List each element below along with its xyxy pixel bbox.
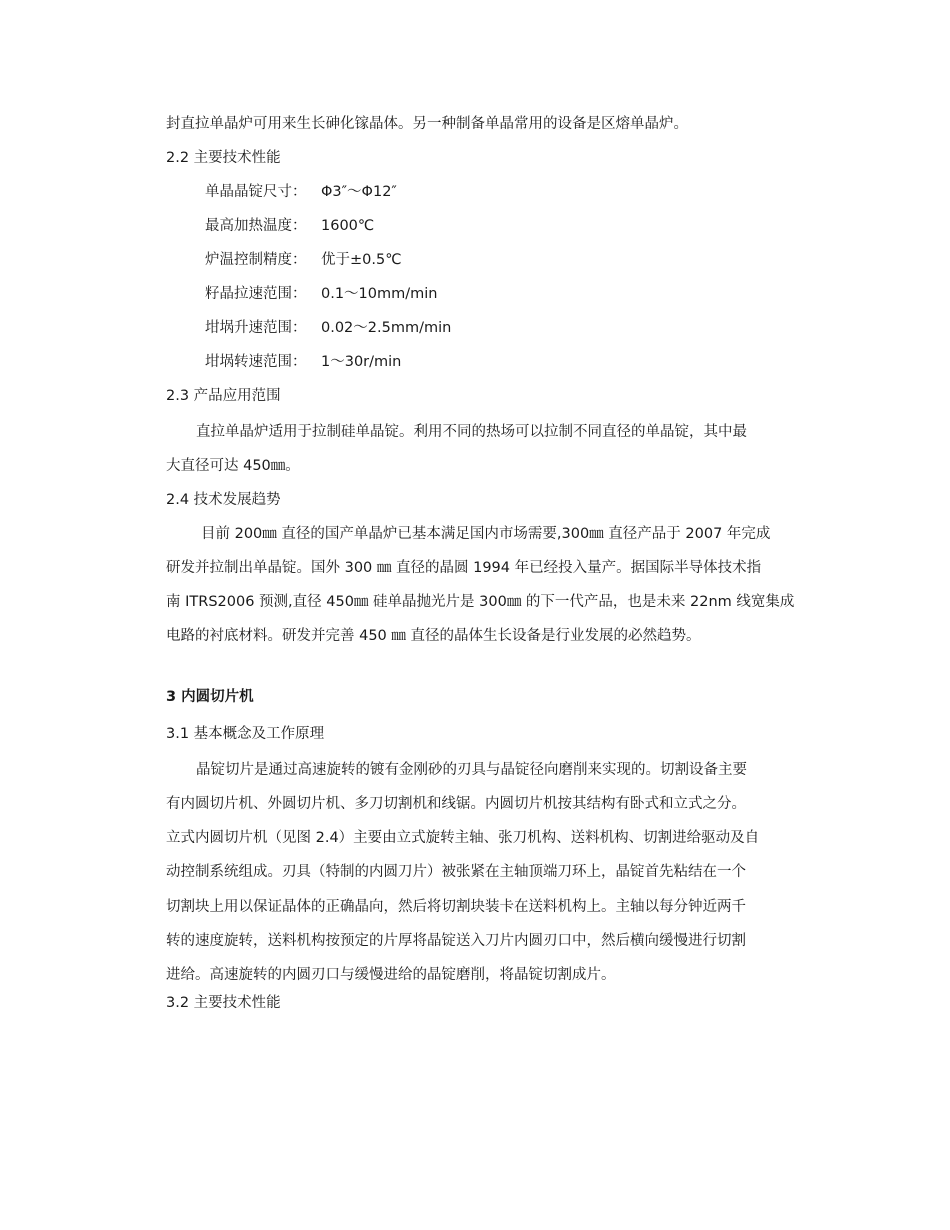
spec-row	[205, 284, 438, 304]
section-heading-2-3: 2.3 产品应用范围	[166, 388, 281, 404]
spec-row	[205, 250, 402, 270]
section-heading-2-2: 2.2 主要技术性能	[166, 150, 281, 166]
paragraph-line: 封直拉单晶炉可用来生长砷化镓晶体。另一种制备单晶常用的设备是区熔单晶炉。	[166, 116, 688, 132]
section-heading-3-2: 3.2 主要技术性能	[166, 995, 281, 1011]
spec-label: 最高加热温度：	[205, 218, 307, 234]
spec-label: 坩埚升速范围：	[205, 320, 307, 336]
section-heading-2-4: 2.4 技术发展趋势	[166, 492, 281, 508]
spec-label: 坩埚转速范围：	[205, 354, 307, 370]
paragraph-line: 南 ITRS2006 预测,直径 450㎜ 硅单晶抛光片是 300㎜ 的下一代产品，也是未来 22nm 线宽集成	[166, 594, 795, 610]
paragraph-line: 动控制系统组成。刃具（特制的内圆刀片）被张紧在主轴顶端刀环上，晶锭首先粘结在一个	[166, 864, 746, 880]
spec-label: 籽晶拉速范围：	[205, 286, 307, 302]
paragraph-line: 目前 200㎜ 直径的国产单晶炉已基本满足国内市场需要,300㎜ 直径产品于 2007 年完成	[201, 526, 771, 542]
paragraph-line: 立式内圆切片机（见图 2.4）主要由立式旋转主轴、张刀机构、送料机构、切割进给驱动及自	[166, 830, 760, 846]
spec-value: 优于±0.5℃	[321, 252, 402, 268]
paragraph-line: 电路的衬底材料。研发并完善 450 ㎜ 直径的晶体生长设备是行业发展的必然趋势。	[166, 628, 701, 644]
chapter-heading-3: 3 内圆切片机	[166, 689, 254, 705]
paragraph-line: 有内圆切片机、外圆切片机、多刀切割机和线锯。内圆切片机按其结构有卧式和立式之分。	[166, 796, 746, 812]
section-heading-3-1: 3.1 基本概念及工作原理	[166, 726, 325, 742]
spec-row	[205, 182, 397, 202]
spec-row	[205, 318, 451, 338]
spec-value: 1600℃	[321, 218, 375, 234]
spec-row	[205, 352, 401, 372]
paragraph-line: 大直径可达 450㎜。	[166, 458, 300, 474]
spec-value: 0.02～2.5mm/min	[321, 320, 452, 336]
spec-value: 0.1～10mm/min	[321, 286, 438, 302]
paragraph-line: 晶锭切片是通过高速旋转的镀有金刚砂的刃具与晶锭径向磨削来实现的。切割设备主要	[196, 762, 747, 778]
paragraph-line: 转的速度旋转，送料机构按预定的片厚将晶锭送入刀片内圆刃口中，然后横向缓慢进行切割	[166, 933, 746, 949]
paragraph-line: 直拉单晶炉适用于拉制硅单晶锭。利用不同的热场可以拉制不同直径的单晶锭，其中最	[196, 424, 747, 440]
spec-row	[205, 216, 374, 236]
paragraph-line: 研发并拉制出单晶锭。国外 300 ㎜ 直径的晶圆 1994 年已经投入量产。据国际半导体技术指	[166, 560, 762, 576]
paragraph-line: 切割块上用以保证晶体的正确晶向，然后将切割块装卡在送料机构上。主轴以每分钟近两千	[166, 899, 746, 915]
paragraph-line: 进给。高速旋转的内圆刃口与缓慢进给的晶锭磨削，将晶锭切割成片。	[166, 967, 616, 983]
spec-label: 炉温控制精度：	[205, 252, 307, 268]
spec-value: 1～30r/min	[321, 354, 402, 370]
spec-label: 单晶晶锭尺寸：	[205, 184, 307, 200]
spec-value: Φ3″～Φ12″	[321, 184, 397, 200]
